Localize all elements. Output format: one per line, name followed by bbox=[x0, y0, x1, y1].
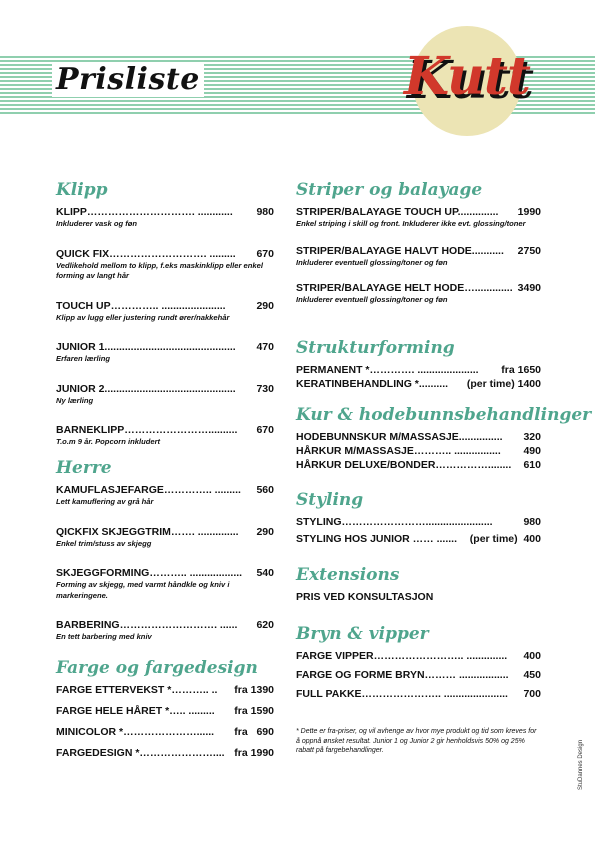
item-name: JUNIOR 2............................................. bbox=[56, 382, 236, 395]
item-price: 400 bbox=[523, 650, 541, 662]
item-price: 980 bbox=[523, 516, 541, 528]
price-item bbox=[296, 669, 541, 681]
price-item bbox=[56, 484, 274, 508]
item-name: STRIPER/BALAYAGE HELT HODE…............. bbox=[296, 282, 513, 294]
item-name: FARGEDESIGN *………………….... bbox=[56, 747, 225, 759]
section-herre bbox=[56, 458, 274, 643]
price-line bbox=[296, 650, 541, 662]
item-price: 980 bbox=[256, 206, 274, 218]
price-item bbox=[56, 341, 274, 365]
price-line bbox=[296, 516, 541, 528]
price-item bbox=[296, 445, 541, 457]
price-item bbox=[56, 619, 274, 643]
item-description: T.o.m 9 år. Popcorn inkludert bbox=[56, 437, 161, 446]
item-name: FULL PAKKE………………….. ...................... bbox=[296, 688, 508, 700]
price-line bbox=[296, 533, 541, 545]
price-line bbox=[296, 431, 541, 443]
item-description: En tett barbering med kniv bbox=[56, 632, 152, 641]
section-title: Kur & hodebunnsbehandlinger bbox=[296, 405, 592, 425]
section-striper bbox=[296, 180, 541, 306]
item-name: QUICK FIX………………………. ......... bbox=[56, 247, 236, 260]
price-item bbox=[56, 726, 274, 738]
price-item bbox=[296, 459, 541, 471]
item-name: QICKFIX SKJEGGTRIM……. .............. bbox=[56, 525, 239, 538]
price-item bbox=[296, 516, 541, 528]
designer-credit: StuDannes Design bbox=[578, 739, 584, 790]
price-line bbox=[296, 378, 541, 390]
item-price: 490 bbox=[523, 445, 541, 457]
section-farge bbox=[56, 658, 274, 759]
price-line bbox=[296, 245, 541, 257]
item-name: STYLING……………………....................... bbox=[296, 516, 493, 528]
price-item bbox=[296, 591, 541, 603]
item-name: MINICOLOR *…………………...... bbox=[56, 726, 215, 738]
price-item bbox=[56, 567, 274, 601]
item-name: PERMANENT *…………. ..................... bbox=[296, 364, 479, 376]
price-line bbox=[296, 282, 541, 294]
price-item bbox=[56, 705, 274, 717]
item-name: KLIPP…………………………. ............ bbox=[56, 206, 233, 218]
item-price: (per time) 400 bbox=[469, 533, 541, 545]
price-line bbox=[56, 484, 274, 496]
item-name: STRIPER/BALAYAGE HALVT HODE........... bbox=[296, 244, 504, 257]
price-line bbox=[296, 459, 541, 471]
item-name: STYLING HOS JUNIOR …… ....... bbox=[296, 533, 458, 545]
price-line bbox=[56, 526, 274, 538]
price-item bbox=[296, 688, 541, 700]
item-description: Erfaren lærling bbox=[56, 354, 111, 363]
item-name: STRIPER/BALAYAGE TOUCH UP.............. bbox=[296, 206, 499, 218]
page-title: Prisliste bbox=[52, 62, 204, 97]
item-description: Ny lærling bbox=[56, 395, 94, 405]
item-name: KERATINBEHANDLING *.......... bbox=[296, 378, 449, 390]
section-klipp bbox=[56, 180, 274, 448]
item-price: fra 1390 bbox=[234, 684, 274, 696]
price-item bbox=[296, 378, 541, 390]
item-price: 670 bbox=[256, 247, 274, 260]
price-line bbox=[56, 705, 274, 717]
item-price: 670 bbox=[256, 424, 274, 436]
logo-text: Kutt bbox=[404, 46, 530, 107]
section-title: Farge og fargedesign bbox=[56, 658, 258, 678]
price-item bbox=[296, 431, 541, 443]
item-name: HÅRKUR DELUXE/BONDER……………........ bbox=[296, 459, 512, 471]
price-line bbox=[56, 747, 274, 759]
section-title: Strukturforming bbox=[296, 338, 455, 358]
item-description: Inkluderer eventuell glossing/toner og føn bbox=[296, 257, 448, 267]
item-price: 2750 bbox=[517, 244, 541, 257]
item-description: Enkel striping i skill og front. Inkluderer ikke evt. glossing/toner bbox=[296, 219, 526, 228]
section-struktur bbox=[296, 338, 541, 390]
price-item bbox=[56, 383, 274, 407]
price-line bbox=[296, 206, 541, 218]
price-line bbox=[56, 726, 274, 738]
price-item bbox=[296, 282, 541, 306]
item-name: JUNIOR 1............................................. bbox=[56, 341, 236, 353]
item-name: HODEBUNNSKUR M/MASSASJE............... bbox=[296, 431, 503, 443]
price-item bbox=[56, 206, 274, 230]
price-line bbox=[56, 206, 274, 218]
price-line bbox=[56, 684, 274, 696]
item-price: 700 bbox=[523, 688, 541, 700]
price-item bbox=[296, 206, 541, 230]
item-price: (per time) 1400 bbox=[466, 378, 541, 390]
price-item bbox=[56, 747, 274, 759]
item-description: Enkel trim/stuss av skjegg bbox=[56, 538, 152, 548]
item-price: 730 bbox=[256, 382, 274, 395]
item-price: 560 bbox=[256, 484, 274, 496]
item-name: HÅRKUR M/MASSASJE……….. ................ bbox=[296, 445, 501, 457]
item-price: fra 690 bbox=[234, 726, 274, 738]
section-title: Extensions bbox=[296, 565, 400, 585]
section-extensions bbox=[296, 565, 541, 603]
price-line bbox=[296, 364, 541, 376]
price-line bbox=[56, 248, 274, 260]
item-price: 290 bbox=[256, 299, 274, 312]
price-line bbox=[296, 445, 541, 457]
item-price: 320 bbox=[523, 431, 541, 443]
item-name: SKJEGGFORMING……….. .................. bbox=[56, 567, 243, 579]
item-description: Lett kamuflering av grå hår bbox=[56, 497, 154, 506]
price-item bbox=[56, 526, 274, 550]
section-title: Klipp bbox=[56, 180, 108, 200]
price-item bbox=[296, 245, 541, 269]
item-price: fra 1590 bbox=[234, 705, 274, 717]
price-line bbox=[296, 688, 541, 700]
price-line bbox=[296, 591, 541, 603]
item-price: fra 1650 bbox=[501, 364, 541, 376]
price-line bbox=[56, 383, 274, 395]
item-price: 290 bbox=[256, 525, 274, 538]
item-description: Klipp av lugg eller justering rundt ører/nakkehår bbox=[56, 312, 230, 322]
price-item bbox=[56, 300, 274, 324]
price-line bbox=[56, 300, 274, 312]
item-price: 470 bbox=[256, 341, 274, 353]
section-title: Herre bbox=[56, 458, 112, 478]
item-price: 540 bbox=[256, 567, 274, 579]
price-line bbox=[296, 669, 541, 681]
section-title: Bryn & vipper bbox=[296, 624, 429, 644]
item-description: Forming av skjegg, med varmt håndkle og kniv i markeringene. bbox=[56, 580, 230, 600]
item-price: 3490 bbox=[517, 282, 541, 294]
item-name: FARGE ETTERVEKST *……….. .. bbox=[56, 684, 218, 696]
item-name: FARGE HELE HÅRET *….. ......... bbox=[56, 705, 215, 717]
price-item bbox=[56, 248, 274, 282]
item-price: 450 bbox=[523, 669, 541, 681]
item-price: 610 bbox=[523, 459, 541, 471]
price-line bbox=[56, 619, 274, 631]
price-line bbox=[56, 341, 274, 353]
item-price: 1990 bbox=[517, 206, 541, 218]
item-price: fra 1990 bbox=[234, 747, 274, 759]
item-name: FARGE OG FORME BRYN……… ................. bbox=[296, 669, 509, 681]
price-item bbox=[56, 424, 274, 448]
price-item bbox=[296, 533, 541, 545]
price-line bbox=[56, 567, 274, 579]
item-name: TOUCH UP………….. ...................... bbox=[56, 299, 226, 312]
section-styling bbox=[296, 490, 541, 545]
item-name: PRIS VED KONSULTASJON bbox=[296, 591, 434, 603]
section-kur bbox=[296, 405, 592, 471]
item-name: BARBERING………………………. ...... bbox=[56, 619, 238, 631]
price-item bbox=[56, 684, 274, 696]
section-title: Striper og balayage bbox=[296, 180, 483, 200]
item-description: Inkluderer vask og føn bbox=[56, 219, 138, 228]
section-title: Styling bbox=[296, 490, 364, 510]
footnote: * Dette er fra-priser, og vil avhenge av hvor mye produkt og tid som kreves for å oppnå ønsket resultat. Junior 1 og Junior 2 gir henholdsvis 50% og 25% rabatt på fargebehandlinger. bbox=[296, 728, 537, 754]
item-description: Vedlikehold mellom to klipp, f.eks maskinklipp eller enkel forming av langt hår bbox=[56, 260, 263, 280]
price-line bbox=[56, 424, 274, 436]
section-bryn bbox=[296, 624, 541, 700]
item-name: KAMUFLASJEFARGE………….. ......... bbox=[56, 484, 241, 496]
item-name: BARNEKLIPP…………………….......... bbox=[56, 424, 238, 436]
price-item bbox=[296, 650, 541, 662]
item-price: 620 bbox=[256, 619, 274, 631]
item-description: Inkluderer eventuell glossing/toner og føn bbox=[296, 295, 448, 304]
item-name: FARGE VIPPER…………………….. .............. bbox=[296, 650, 508, 662]
price-item bbox=[296, 364, 541, 376]
